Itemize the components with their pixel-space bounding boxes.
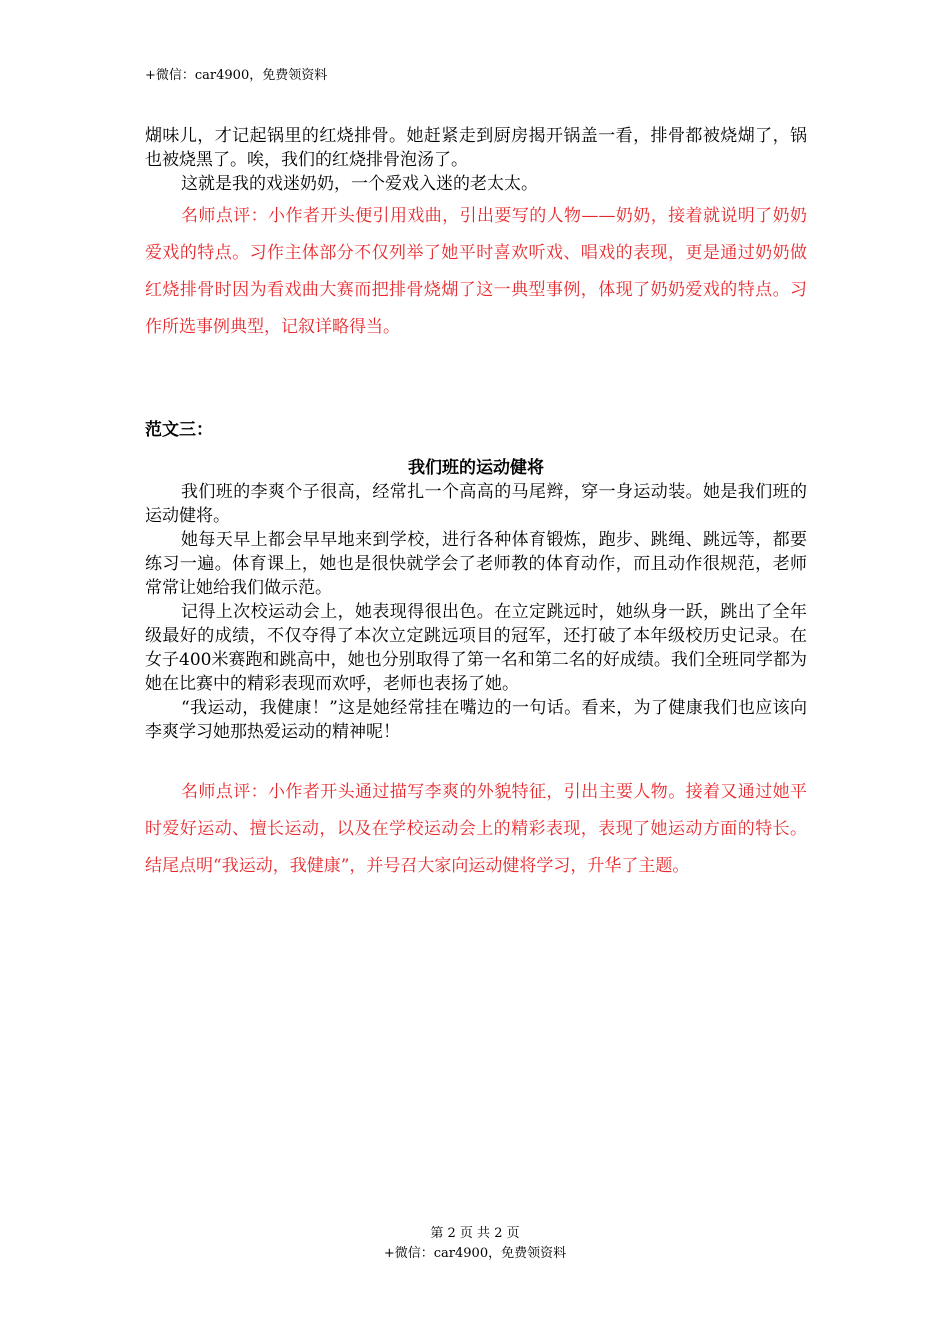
section-spacer xyxy=(145,346,807,418)
essay-paragraph: 她每天早上都会早早地来到学校，进行各种体育锻炼，跑步、跳绳、跳远等，都要练习一遍。体育课上，她也是很快就学会了老师教的体育动作，而且动作很规范，老师常常让她给我们做示范。 xyxy=(145,530,807,598)
footer-note: +微信：car4900，免费领资料 xyxy=(383,1246,567,1261)
title-spacer xyxy=(145,442,807,456)
essay-title: 我们班的运动健将 xyxy=(408,458,544,478)
header-note: +微信：car4900，免费领资料 xyxy=(145,68,328,83)
essay-paragraph: 我们班的李爽个子很高，经常扎一个高高的马尾辫，穿一身运动装。她是我们班的运动健将。 xyxy=(145,482,807,526)
essay-paragraph: 记得上次校运动会上，她表现得很出色。在立定跳远时，她纵身一跃，跳出了全年级最好的成绩，不仅夺得了本次立定跳远项目的冠军，还打破了本年级校历史记录。在女子400米赛跑和跳高中，她也分别取得了第一名和第二名的好成绩。我们全班同学都为她在比赛中的精彩表现而欢呼，老师也表扬了她。 xyxy=(145,602,807,694)
document-body xyxy=(145,124,807,885)
section-label: 范文三： xyxy=(145,420,213,440)
teacher-comment: 名师点评：小作者开头便引用戏曲，引出要写的人物——奶奶，接着就说明了奶奶爱戏的特点。习作主体部分不仅列举了她平时喜欢听戏、唱戏的表现，更是通过奶奶做红烧排骨时因为看戏曲大赛而把排骨烧煳了这一典型事例，体现了奶奶爱戏的特点。习作所选事例典型，记叙详略得当。 xyxy=(145,206,807,337)
page-number: 第 2 页 共 2 页 xyxy=(430,1226,520,1241)
previous-essay-paragraph: 这就是我的戏迷奶奶，一个爱戏入迷的老太太。 xyxy=(181,174,538,194)
teacher-comment: 名师点评：小作者开头通过描写李爽的外貌特征，引出主要人物。接着又通过她平时爱好运动、擅长运动，以及在学校运动会上的精彩表现，表现了她运动方面的特长。结尾点明“我运动，我健康”，并号召大家向运动健将学习，升华了主题。 xyxy=(145,782,807,876)
essay-paragraph: “我运动，我健康！”这是她经常挂在嘴边的一句话。看来，为了健康我们也应该向李爽学习她那热爱运动的精神呢！ xyxy=(145,698,807,742)
comment-spacer xyxy=(145,744,807,774)
previous-essay-paragraph: 煳味儿，才记起锅里的红烧排骨。她赶紧走到厨房揭开锅盖一看，排骨都被烧煳了，锅也被烧黑了。唉，我们的红烧排骨泡汤了。 xyxy=(145,126,807,170)
